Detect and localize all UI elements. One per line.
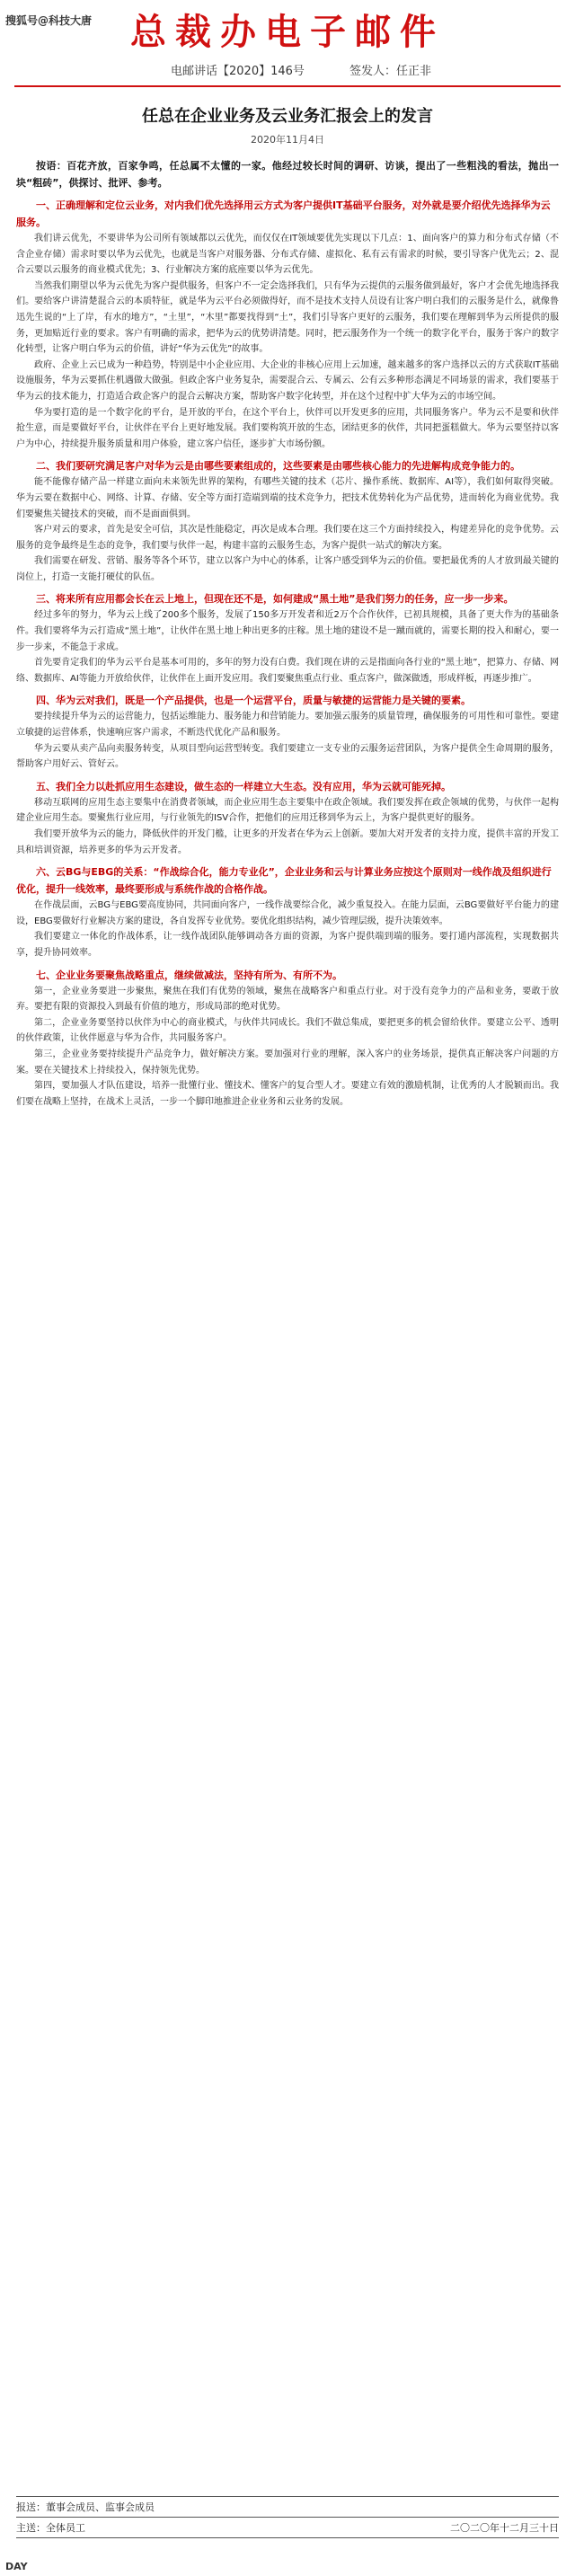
section-4 xyxy=(16,692,559,772)
document-body xyxy=(0,157,575,1110)
section-heading: 七、企业业务要聚焦战略重点，继续做减法，坚持有所为、有所不为。 xyxy=(36,969,342,981)
section-3 xyxy=(16,590,559,686)
document-meta-row xyxy=(0,56,575,84)
paragraph: 我们要开放华为云的能力，降低伙伴的开发门槛，让更多的开发者在华为云上创新。要加大对开发者的支持力度，提供丰富的开发工具和培训资源，培养更多的华为云开发者。 xyxy=(16,829,559,855)
page-corner-mark: DAY xyxy=(5,2561,28,2572)
paragraph: 能不能像存储产品一样建立面向未来领先世界的架构，有哪些关键的技术（芯片、操作系统、数据库、AI等），我们如何取得突破。华为云要在数据中心、网络、计算、存储、安全等方面打造端到端的技术竞争力，把技术优势转化为产品优势，进而转化为商业优势。我们要聚焦关键技术的突破，而不是面面俱到。 xyxy=(16,477,559,519)
section-heading: 三、将来所有应用都会长在云上地上，但现在还不是，如何建成“黑土地”是我们努力的任务，应一步一步来。 xyxy=(36,593,514,606)
section-heading: 四、华为云对我们，既是一个产品提供，也是一个运营平台，质量与敏捷的运营能力是关键的要素。 xyxy=(36,695,471,707)
distribution-block xyxy=(16,2496,559,2538)
paragraph: 经过多年的努力，华为云上线了200多个服务，发展了150多万开发者和近2万个合作伙伴，已初具规模，具备了更大作为的基础条件。我们要将华为云打造成“黑土地”，让伙伴在黑土地上种出更多的庄稼。黑土地的建设不是一蹴而就的，需要长期的投入和耐心，要一步一步来，不能急于求成。 xyxy=(16,610,559,652)
send-to: 主送：全体员工 xyxy=(16,2522,85,2534)
divider xyxy=(16,2537,559,2538)
section-6 xyxy=(16,863,559,960)
red-divider xyxy=(14,85,561,87)
section-heading: 一、正确理解和定位云业务，对内我们优先选择用云方式为客户提供IT基础平台服务，对外就是要介绍优先选择华为云服务。 xyxy=(16,199,551,228)
document-signer: 签发人：任正非 xyxy=(349,65,431,78)
source-watermark: 搜狐号@科技大唐 xyxy=(5,14,93,27)
paragraph: 第一，企业业务要进一步聚焦，聚焦在我们有优势的领域，聚焦在战略客户和重点行业。对于没有竞争力的产品和业务，要敢于放弃。要把有限的资源投入到最有价值的地方，形成局部的绝对优势。 xyxy=(16,986,559,1013)
paragraph: 第三，企业业务要持续提升产品竞争力，做好解决方案。要加强对行业的理解，深入客户的业务场景，提供真正解决客户问题的方案。要在关键技术上持续投入，保持领先优势。 xyxy=(16,1049,559,1076)
paragraph: 要持续提升华为云的运营能力，包括运维能力、服务能力和营销能力。要加强云服务的质量管理，确保服务的可用性和可靠性。要建立敏捷的运营体系，快速响应客户需求，不断迭代优化产品和服务。 xyxy=(16,712,559,739)
paragraph: 政府、企业上云已成为一种趋势，特别是中小企业应用、大企业的非核心应用上云加速，越来越多的客户选择以云的方式获取IT基础设施服务，华为云要抓住机遇做大做强。但政企客户业务复杂，需要混合云、专属云、公有云多种形态满足不同场景的需求，我们要基于华为云的技术能力，打造适合政企客户的混合云解决方案，帮助客户数字化转型，并在这个过程中扩大华为云的市场空间。 xyxy=(16,359,559,402)
section-7 xyxy=(16,967,559,1111)
send-line xyxy=(16,2518,559,2537)
section-heading: 二、我们要研究满足客户对华为云是由哪些要素组成的，这些要素是由哪些核心能力的先进解构成竞争能力的。 xyxy=(36,460,520,473)
document-number: 电邮讲话【2020】146号 xyxy=(171,65,305,78)
section-heading: 五、我们全力以赴抓应用生态建设，做生态的一样建立大生态。没有应用，华为云就可能死掉。 xyxy=(36,780,451,792)
paragraph: 客户对云的要求，首先是安全可信，其次是性能稳定，再次是成本合理。我们要在这三个方面持续投入，构建差异化的竞争优势。云服务的竞争最终是生态的竞争，我们要与伙伴一起，构建丰富的云服务生态，为客户提供一站式的解决方案。 xyxy=(16,525,559,551)
speech-title: 任总在企业业务及云业务汇报会上的发言 xyxy=(142,107,433,126)
issue-date: 二〇二〇年十二月三十日 xyxy=(450,2522,559,2534)
report-line: 报送：董事会成员、监事会成员 xyxy=(16,2501,155,2513)
paragraph: 在作战层面，云BG与EBG要高度协同，共同面向客户，一线作战要综合化，减少重复投入。在能力层面，云BG要做好平台能力的建设，EBG要做好行业解决方案的建设，各自发挥专业优势。要优化组织结构，减少管理层级，提升决策效率。 xyxy=(16,900,559,926)
paragraph: 第二，企业业务要坚持以伙伴为中心的商业模式，与伙伴共同成长。我们不做总集成，要把更多的机会留给伙伴。要建立公平、透明的伙伴政策，让伙伴愿意与华为合作，共同服务客户。 xyxy=(16,1017,559,1044)
paragraph: 我们讲云优先，不要讲华为公司所有领域都以云优先，而仅仅在IT领域要优先实现以下几点：1、面向客户的算力和分布式存储（不含企业存储）需求时要以华为云优先，也就是当客户对服务器、分布式存储、虚拟化、私有云有需求的时候，要引导客户优先云；2、混合云要以云服务的商业模式优先；3、行业解决方案的底座要以华为云优先。 xyxy=(16,234,559,276)
section-5 xyxy=(16,778,559,858)
paragraph: 我们要建立一体化的作战体系，让一线作战团队能够调动各方面的资源，为客户提供端到端的服务。要打通内部流程，实现数据共享，提升协同效率。 xyxy=(16,932,559,958)
section-1 xyxy=(16,197,559,452)
paragraph: 华为云要从卖产品向卖服务转变，从项目型向运营型转变。我们要建立一支专业的云服务运营团队，为客户提供全生命周期的服务，帮助客户用好云、管好云。 xyxy=(16,743,559,770)
section-2 xyxy=(16,457,559,585)
section-heading: 六、云BG与EBG的关系：“作战综合化，能力专业化”，企业业务和云与计算业务应按这个原则对一线作战及组织进行优化，提升一线效率，最终要形成与系统作战的合格作战。 xyxy=(16,866,552,896)
paragraph: 首先要肯定我们的华为云平台是基本可用的，多年的努力没有白费。我们现在讲的云是指面向各行业的“黑土地”，把算力、存储、网络、数据库、AI等能力开放给伙伴，让伙伴在上面开发应用。我们要聚焦重点行业、重点客户，做深做透，形成样板，再逐步推广。 xyxy=(16,658,559,684)
paragraph: 当然我们期望以华为云优先为客户提供服务，但客户不一定会选择我们，只有华为云提供的云服务做到最好，客户才会优先地选择我们。要给客户讲清楚混合云的本质特征，就是华为云平台必须做得好，而不是技术支持人员设有让客户明白我们的云服务是什么，就像鲁迅先生说的“上了岸，有水的地方”，“土里”，“木里”都要找得到“土”，我们引导客户更好的云服务，我们要在理解到华为云所提供的服务，更加贴近行业的要求。客户有明确的需求，把华为云的优势讲清楚。同时，把云服务作为一个统一的数字化平台，服务于客户的数字化转型，让客户明白华为云的价值，讲好“华为云优先”的故事。 xyxy=(16,280,559,355)
paragraph: 移动互联网的应用生态主要集中在消费者领域，而企业应用生态主要集中在政企领域。我们要发挥在政企领域的优势，与伙伴一起构建企业应用生态。要聚焦行业应用，与行业领先的ISV合作，把他们的应用迁移到华为云上，为客户提供更好的服务。 xyxy=(16,797,559,824)
paragraph: 我们需要在研发、营销、服务等各个环节，建立以客户为中心的体系，让客户感受到华为云的价值。要把最优秀的人才放到最关键的岗位上，打造一支能打硬仗的队伍。 xyxy=(16,556,559,582)
speech-date: 2020年11月4日 xyxy=(251,134,324,146)
paragraph: 华为要打造的是一个数字化的平台，是开放的平台，在这个平台上，伙伴可以开发更多的应用，共同服务客户。华为云不是要和伙伴抢生意，而是要做好平台，让伙伴在平台上更好地发展。我们要构筑开放的生态，团结更多的伙伴，共同把蛋糕做大。华为云要坚持以客户为中心，持续提升服务质量和用户体验，建立客户信任，逐步扩大市场份额。 xyxy=(16,407,559,449)
paragraph: 第四，要加强人才队伍建设，培养一批懂行业、懂技术、懂客户的复合型人才。要建立有效的激励机制，让优秀的人才脱颖而出。我们要在战略上坚持，在战术上灵活，一步一个脚印地推进企业业务和云业务的发展。 xyxy=(16,1081,559,1107)
editor-note: 按语：百花齐放，百家争鸣，任总属不太懂的一家。他经过较长时间的调研、访谈，提出了一些粗浅的看法，抛出一块“粗砖”，供探讨、批评、参考。 xyxy=(16,160,559,189)
masthead-title: 总裁办电子邮件 xyxy=(130,11,445,53)
